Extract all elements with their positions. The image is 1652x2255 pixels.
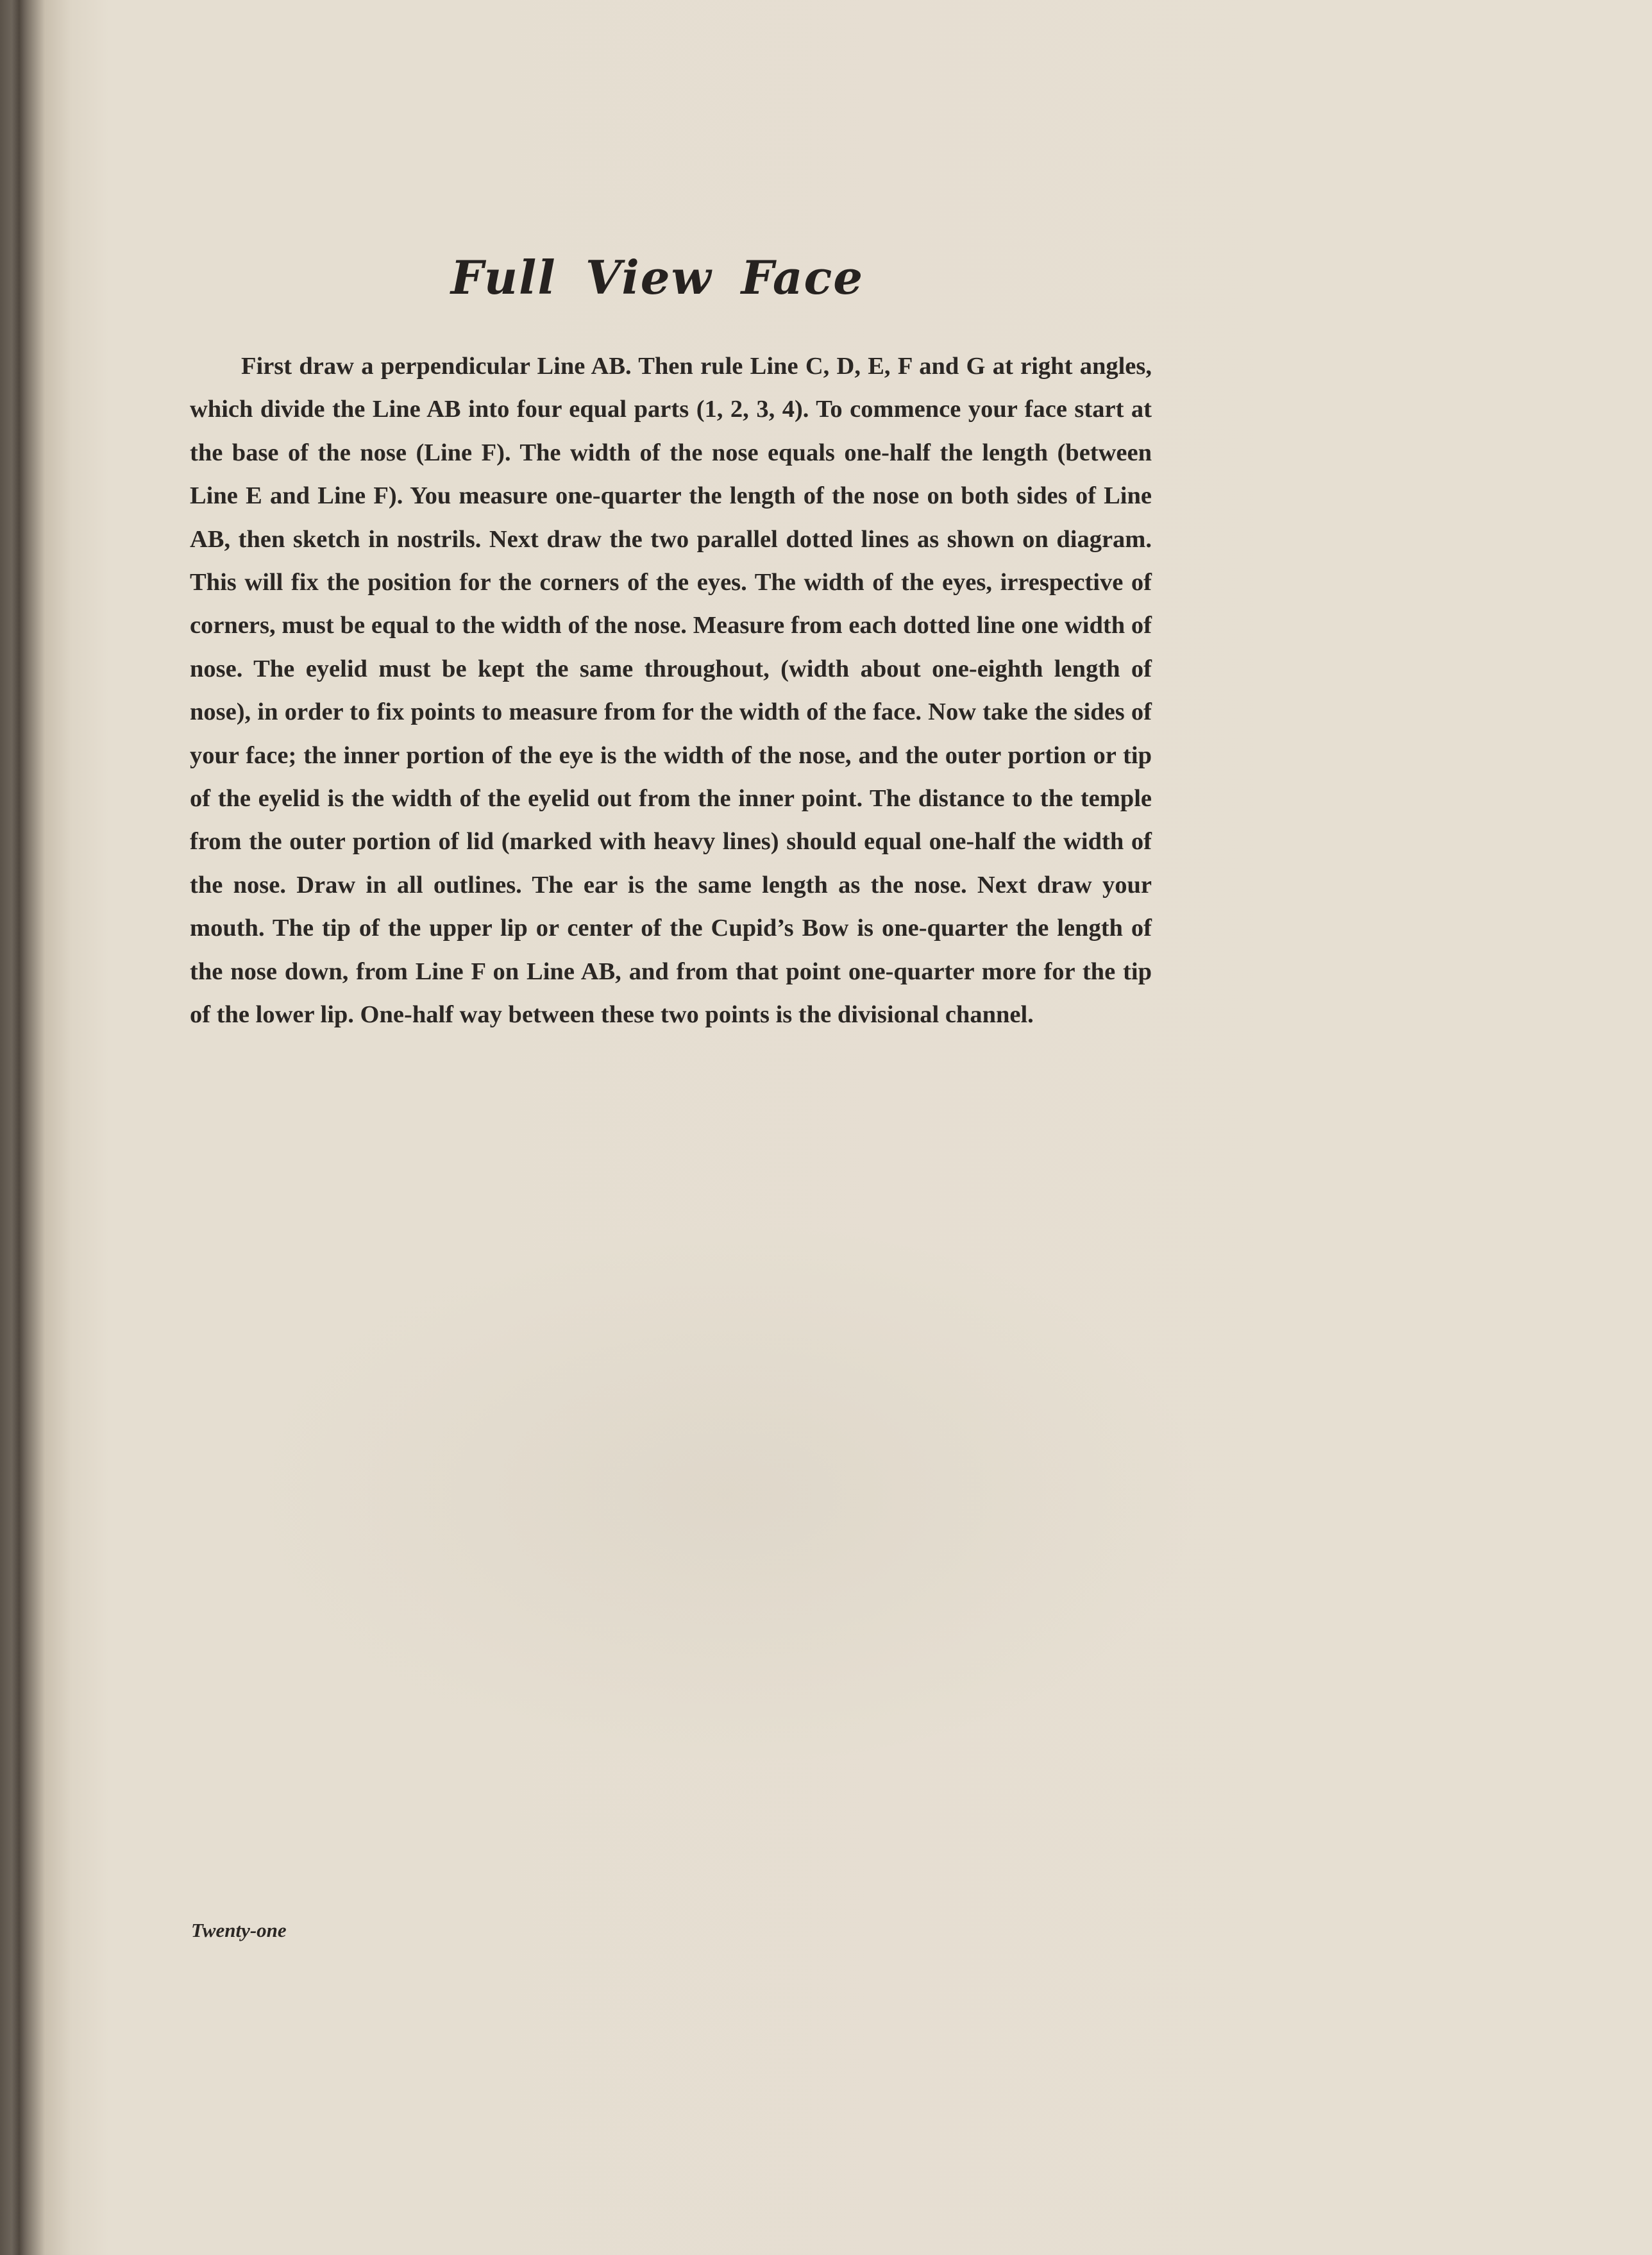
page-title: Full View Face [450,250,864,305]
page-number: Twenty-one [191,1919,287,1941]
body-paragraph: First draw a perpendicular Line AB. Then rule Line C, D, E, F and G at right angles, which divide the Line AB into four equal parts (1, 2, 3, 4). To commence your face start at the base of the nose (Line F). The width of the nose equals one-half the length (between Line E and Line F). You measure one-quarter the length of the nose on both sides of Line AB, then sketch in nostrils. Next draw the two parallel dotted lines as shown on diagram. This will fix the position for the corners of the eyes. The width of the eyes, irrespective of corners, must be equal to the width of the nose. Measure from each dotted line one width of nose. The eyelid must be kept the same throughout, (width about one-eighth length of nose), in order to fix points to measure from for the width of the face. Now take the sides of your face; the inner portion of the eye is the width of the nose, and the outer portion or tip of the eyelid is the width of the eyelid out from the inner point. The distance to the temple from the outer portion of lid (marked with heavy lines) should equal one-half the width of the nose. Draw in all outlines. The ear is the same length as the nose. Next draw your mouth. The tip of the upper lip or center of the Cupid’s Bow is one-quarter the length of the nose down, from Line F on Line AB, and from that point one-quarter more for the tip of the lower lip. One-half way between these two points is the divisional channel. [190,353,1152,1029]
